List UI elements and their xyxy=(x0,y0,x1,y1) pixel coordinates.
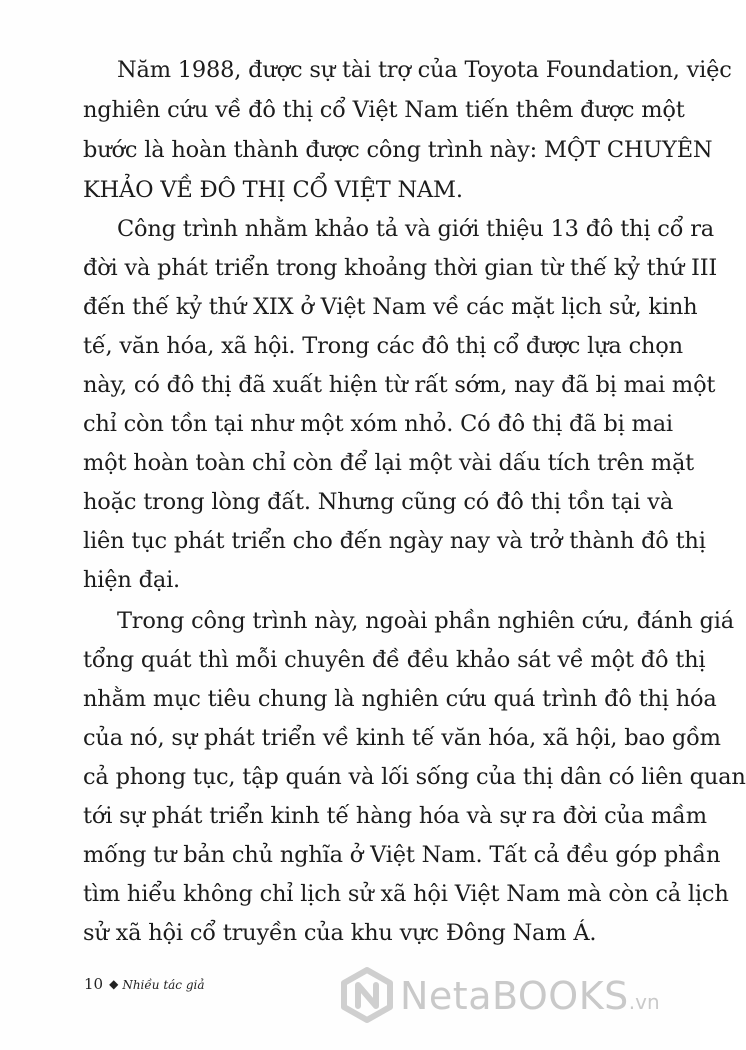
diamond-bullet-icon: ◆ xyxy=(109,977,119,991)
netabooks-n-logo-icon xyxy=(338,966,396,1024)
text-line: hoặc trong lòng đất. Nhưng cũng có đô thị tồn tại và xyxy=(83,489,674,515)
text-line: của nó, sự phát triển về kinh tế văn hóa, xã hội, bao gồm xyxy=(83,725,721,751)
text-line: bước là hoàn thành được công trình này: MỘT CHUYÊN xyxy=(83,137,713,163)
text-line: Công trình nhằm khảo tả và giới thiệu 13 đô thị cổ ra xyxy=(117,216,714,242)
brand-tld: .vn xyxy=(628,990,660,1014)
text-line: Trong công trình này, ngoài phần nghiên cứu, đánh giá xyxy=(117,608,734,634)
page-number: 10 xyxy=(84,975,104,993)
text-line: tới sự phát triển kinh tế hàng hóa và sự ra đời của mầm xyxy=(83,803,707,829)
brand-name: NetaBOOKS xyxy=(400,974,629,1018)
text-line: hiện đại. xyxy=(83,567,181,593)
page-footer xyxy=(84,970,205,998)
text-line: đến thế kỷ thứ XIX ở Việt Nam về các mặt lịch sử, kinh xyxy=(83,294,698,320)
text-line: tìm hiểu không chỉ lịch sử xã hội Việt Nam mà còn cả lịch xyxy=(83,881,729,907)
netabooks-watermark xyxy=(338,966,688,1026)
text-line: này, có đô thị đã xuất hiện từ rất sớm, nay đã bị mai một xyxy=(83,372,716,398)
text-line: đời và phát triển trong khoảng thời gian từ thế kỷ thứ III xyxy=(83,255,718,281)
text-line: cả phong tục, tập quán và lối sống của thị dân có liên quan xyxy=(83,764,746,790)
text-line: sử xã hội cổ truyền của khu vực Đông Nam Á. xyxy=(83,920,597,946)
text-line: mống tư bản chủ nghĩa ở Việt Nam. Tất cả đều góp phần xyxy=(83,842,721,868)
text-line: nhằm mục tiêu chung là nghiên cứu quá trình đô thị hóa xyxy=(83,686,717,712)
text-line: KHẢO VỀ ĐÔ THỊ CỔ VIỆT NAM. xyxy=(83,177,463,203)
running-author: Nhiều tác giả xyxy=(122,978,205,992)
text-line: một hoàn toàn chỉ còn để lại một vài dấu tích trên mặt xyxy=(83,450,695,476)
netabooks-wordmark xyxy=(400,972,660,1020)
text-line: liên tục phát triển cho đến ngày nay và trở thành đô thị xyxy=(83,528,706,554)
text-line: nghiên cứu về đô thị cổ Việt Nam tiến thêm được một xyxy=(83,97,685,123)
text-line: tế, văn hóa, xã hội. Trong các đô thị cổ được lựa chọn xyxy=(83,333,683,359)
text-line: chỉ còn tồn tại như một xóm nhỏ. Có đô thị đã bị mai xyxy=(83,411,673,437)
text-line: Năm 1988, được sự tài trợ của Toyota Foundation, việc xyxy=(117,57,732,83)
text-line: tổng quát thì mỗi chuyên đề đều khảo sát về một đô thị xyxy=(83,647,706,673)
